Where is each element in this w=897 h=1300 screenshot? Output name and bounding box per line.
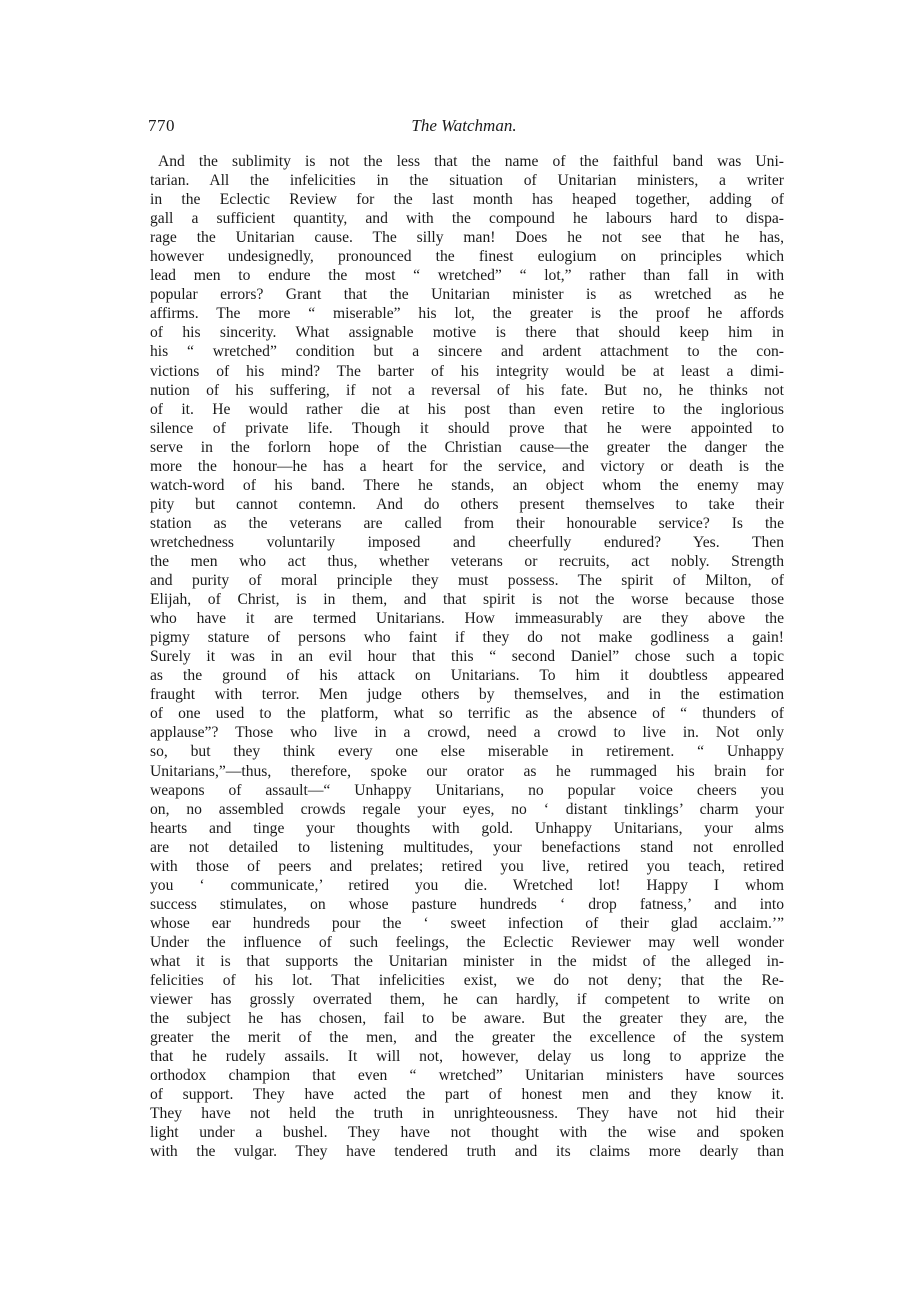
text-line: nution of his suffering, if not a reversal of his fate. But no, he thinks not [150, 381, 784, 399]
text-line: serve in the forlorn hope of the Christian cause—the greater the danger the [150, 438, 784, 456]
text-line: are not detailed to listening multitudes, your benefactions stand not enrolled [150, 838, 784, 856]
text-line: felicities of his lot. That infelicities exist, we do not deny; that the Re- [150, 972, 784, 990]
text-line: the men who act thus, whether veterans or recruits, act nobly. Strength [150, 552, 784, 570]
text-line: Unitarians,”—thus, therefore, spoke our orator as he rummaged his brain for [150, 762, 784, 780]
text-line: gall a sufficient quantity, and with the compound he labours hard to dispa- [150, 210, 784, 228]
text-line: popular errors? Grant that the Unitarian minister is as wretched as he [150, 286, 784, 304]
text-line: pity but cannot contemn. And do others present themselves to take their [150, 495, 784, 513]
text-line: of support. They have acted the part of honest men and they know it. [150, 1086, 784, 1104]
text-line: Surely it was in an evil hour that this “ second Daniel” chose such a topic [150, 648, 784, 666]
text-line: watch-word of his band. There he stands, an object whom the enemy may [150, 476, 784, 494]
text-line: who have it are termed Unitarians. How immeasurably are they above the [150, 610, 784, 628]
text-line: what it is that supports the Unitarian minister in the midst of the alleged in- [150, 952, 784, 970]
text-line: with the vulgar. They have tendered truth and its claims more dearly than [150, 1143, 784, 1161]
text-line: however undesignedly, pronounced the finest eulogium on principles which [150, 248, 784, 266]
text-line: And the sublimity is not the less that the name of the faithful band was Uni- [158, 153, 784, 170]
text-line: of one used to the platform, what so terrific as the absence of “ thunders of [150, 705, 784, 723]
text-line: Elijah, of Christ, is in them, and that spirit is not the worse because those [150, 591, 784, 609]
text-line: victions of his mind? The barter of his integrity would be at least a dimi- [150, 362, 784, 380]
page-number: 770 [148, 116, 175, 135]
text-line: viewer has grossly overrated them, he can hardly, if competent to write on [150, 991, 784, 1009]
text-line: pigmy stature of persons who faint if they do not make godliness a gain! [150, 629, 784, 647]
text-line: lead men to endure the most “ wretched” “ lot,” rather than fall in with [150, 267, 784, 285]
journal-title: The Watchman. [411, 116, 517, 135]
running-head [148, 116, 780, 140]
text-line: rage the Unitarian cause. The silly man! Does he not see that he has, [150, 229, 784, 247]
text-line: with those of peers and prelates; retired you live, retired you teach, retired [150, 857, 784, 875]
text-line: so, but they think every one else miserable in retirement. “ Unhappy [150, 743, 784, 761]
text-line: wretchedness voluntarily imposed and cheerfully endured? Yes. Then [150, 533, 784, 551]
text-line: as the ground of his attack on Unitarians. To him it doubtless appeared [150, 667, 784, 685]
text-line: affirms. The more “ miserable” his lot, the greater is the proof he affords [150, 305, 784, 323]
text-line: you ‘ communicate,’ retired you die. Wretched lot! Happy I whom [150, 876, 784, 894]
text-line: his “ wretched” condition but a sincere and ardent attachment to the con- [150, 343, 784, 361]
text-line: of his sincerity. What assignable motive is there that should keep him in [150, 324, 784, 342]
text-line: more the honour—he has a heart for the service, and victory or death is the [150, 457, 784, 475]
text-line: greater the merit of the men, and the greater the excellence of the system [150, 1029, 784, 1047]
text-line: whose ear hundreds pour the ‘ sweet infection of their glad acclaim.’” [150, 914, 784, 932]
text-line: They have not held the truth in unrighteousness. They have not hid their [150, 1105, 784, 1123]
text-line: in the Eclectic Review for the last month has heaped together, adding of [150, 191, 784, 209]
text-line: success stimulates, on whose pasture hundreds ‘ drop fatness,’ and into [150, 895, 784, 913]
text-line: fraught with terror. Men judge others by themselves, and in the estimation [150, 686, 784, 704]
text-line: orthodox champion that even “ wretched” Unitarian ministers have sources [150, 1067, 784, 1085]
text-line: and purity of moral principle they must possess. The spirit of Milton, of [150, 572, 784, 590]
text-line: on, no assembled crowds regale your eyes, no ‘ distant tinklings’ charm your [150, 800, 784, 818]
text-line: station as the veterans are called from their honourable service? Is the [150, 514, 784, 532]
text-line: that he rudely assails. It will not, however, delay us long to apprize the [150, 1048, 784, 1066]
text-line: the subject he has chosen, fail to be aware. But the greater they are, the [150, 1010, 784, 1028]
text-line: light under a bushel. They have not thought with the wise and spoken [150, 1124, 784, 1142]
text-line: Under the influence of such feelings, the Eclectic Reviewer may well wonder [150, 933, 784, 951]
text-line: hearts and tinge your thoughts with gold. Unhappy Unitarians, your alms [150, 819, 784, 837]
text-line: silence of private life. Though it should prove that he were appointed to [150, 419, 784, 437]
text-line: tarian. All the infelicities in the situation of Unitarian ministers, a writer [150, 172, 784, 190]
text-line: applause”? Those who live in a crowd, need a crowd to live in. Not only [150, 724, 784, 742]
text-line: of it. He would rather die at his post than even retire to the inglorious [150, 400, 784, 418]
text-line: weapons of assault—“ Unhappy Unitarians, no popular voice cheers you [150, 781, 784, 799]
body-paragraph [150, 152, 784, 1161]
